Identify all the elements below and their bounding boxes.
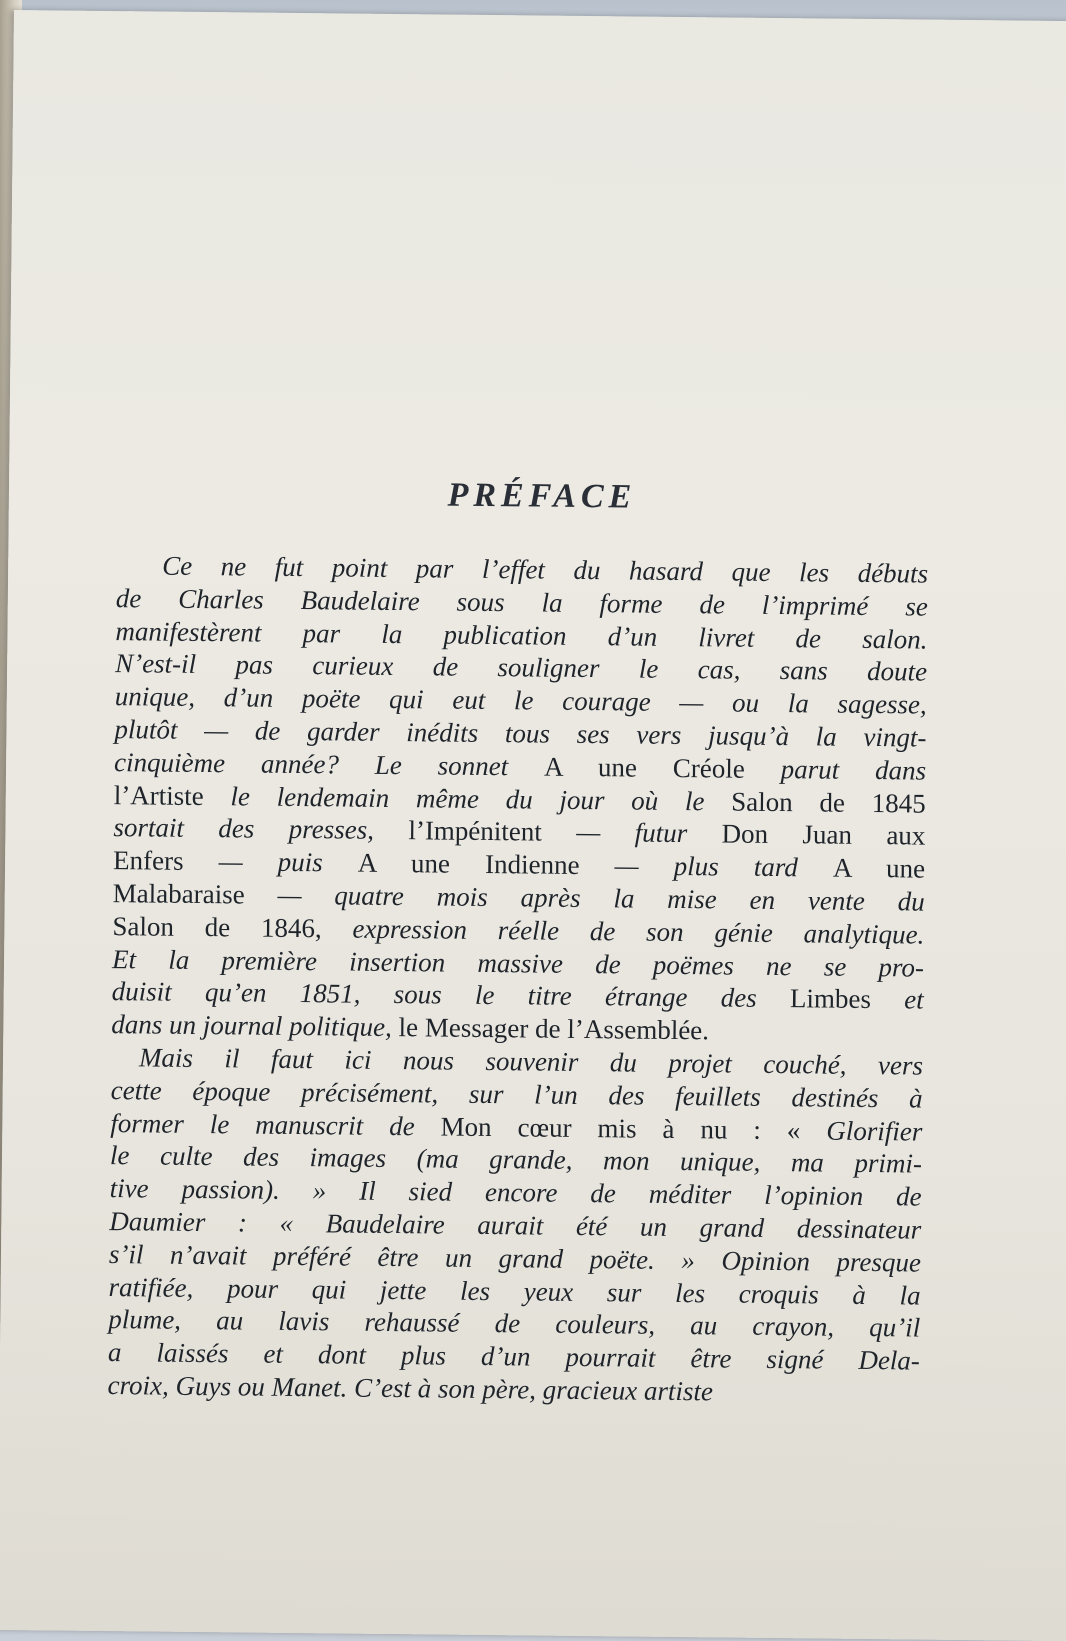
- text-segment: Salon de 1845: [731, 786, 926, 819]
- text-segment: A une Indienne: [357, 847, 580, 881]
- text-segment: a laissés et dont plus d’un pourrait être signé Dela-: [107, 1337, 921, 1376]
- text-segment: Malabaraise: [112, 878, 245, 910]
- text-segment: Glorifier: [800, 1114, 923, 1147]
- text-segment: Don Juan aux: [721, 818, 926, 851]
- text-segment: le lendemain même du jour où le: [203, 780, 732, 817]
- text-segment: s’il n’avait préféré être un grand poëte. » Opinion presque: [108, 1238, 922, 1278]
- text-segment: A une: [832, 852, 926, 884]
- text-segment: Ce ne fut point par l’effet du hasard que les débuts: [162, 550, 929, 589]
- text-segment: — quatre mois après la mise en vente du: [244, 879, 925, 917]
- text-segment: l’Impénitent: [408, 815, 543, 847]
- text-segment: — plus tard: [579, 850, 834, 883]
- text-segment: — futur: [541, 816, 722, 849]
- text-segment: manifestèrent par la publication d’un livret de salon.: [115, 615, 928, 655]
- text-segment: N’est-il pas curieux de souligner le cas, sans doute: [115, 648, 928, 687]
- text-segment: plume, au lavis rehaussé de couleurs, au crayon, qu’il: [108, 1304, 921, 1343]
- text-segment: Enfers: [112, 845, 184, 876]
- text-segment: Salon de 1846,: [112, 910, 322, 944]
- text-segment: expression réelle de son génie analytique.: [321, 913, 925, 950]
- text-segment: croix, Guys ou Manet. C’est à son père, gracieux artiste: [107, 1369, 714, 1407]
- text-segment: former le manuscrit de: [110, 1107, 441, 1142]
- text-segment: ratifiée, pour qui jette les yeux sur les croquis à la: [108, 1271, 921, 1311]
- text-segment: tive passion). » Il sied encore de méditer l’opinion de: [109, 1173, 922, 1212]
- text-segment: — puis: [183, 845, 359, 878]
- text-segment: A une Créole: [543, 751, 745, 784]
- text-segment: sortait des presses,: [113, 812, 409, 846]
- text-segment: et: [870, 984, 924, 1015]
- text-segment: Mais il faut ici nous souvenir du projet couché, vers: [138, 1042, 924, 1081]
- text-segment: le culte des images (ma grande, mon unique, ma primi-: [109, 1140, 923, 1179]
- preface-body: [107, 549, 928, 1410]
- text-segment: Limbes: [789, 983, 872, 1015]
- text-segment: unique, d’un poëte qui eut le courage — ou la sagesse,: [114, 681, 927, 720]
- text-segment: le Messager de l’Assemblée.: [398, 1012, 710, 1046]
- text-segment: Et la première insertion massive de poëmes ne se pro-: [111, 943, 925, 983]
- text-segment: l’Artiste: [113, 779, 204, 811]
- text-segment: duisit qu’en 1851, sous le titre étrange des: [111, 976, 791, 1014]
- text-segment: Daumier : « Baudelaire aurait été un grand dessinateur: [109, 1206, 922, 1245]
- book-page: [0, 10, 1066, 1641]
- text-segment: parut dans: [744, 753, 927, 786]
- text-segment: dans un journal politique,: [111, 1009, 399, 1043]
- text-segment: Mon cœur mis à nu : «: [440, 1111, 801, 1145]
- text-segment: cette époque précisément, sur l’un des feuillets destinés à: [110, 1074, 923, 1114]
- page-heading: PRÉFACE: [447, 476, 637, 516]
- text-segment: de Charles Baudelaire sous la forme de l’imprimé se: [115, 582, 928, 622]
- text-segment: cinquième année? Le sonnet: [113, 746, 545, 782]
- text-segment: plutôt — de garder inédits tous ses vers jusqu’à la vingt-: [114, 714, 927, 753]
